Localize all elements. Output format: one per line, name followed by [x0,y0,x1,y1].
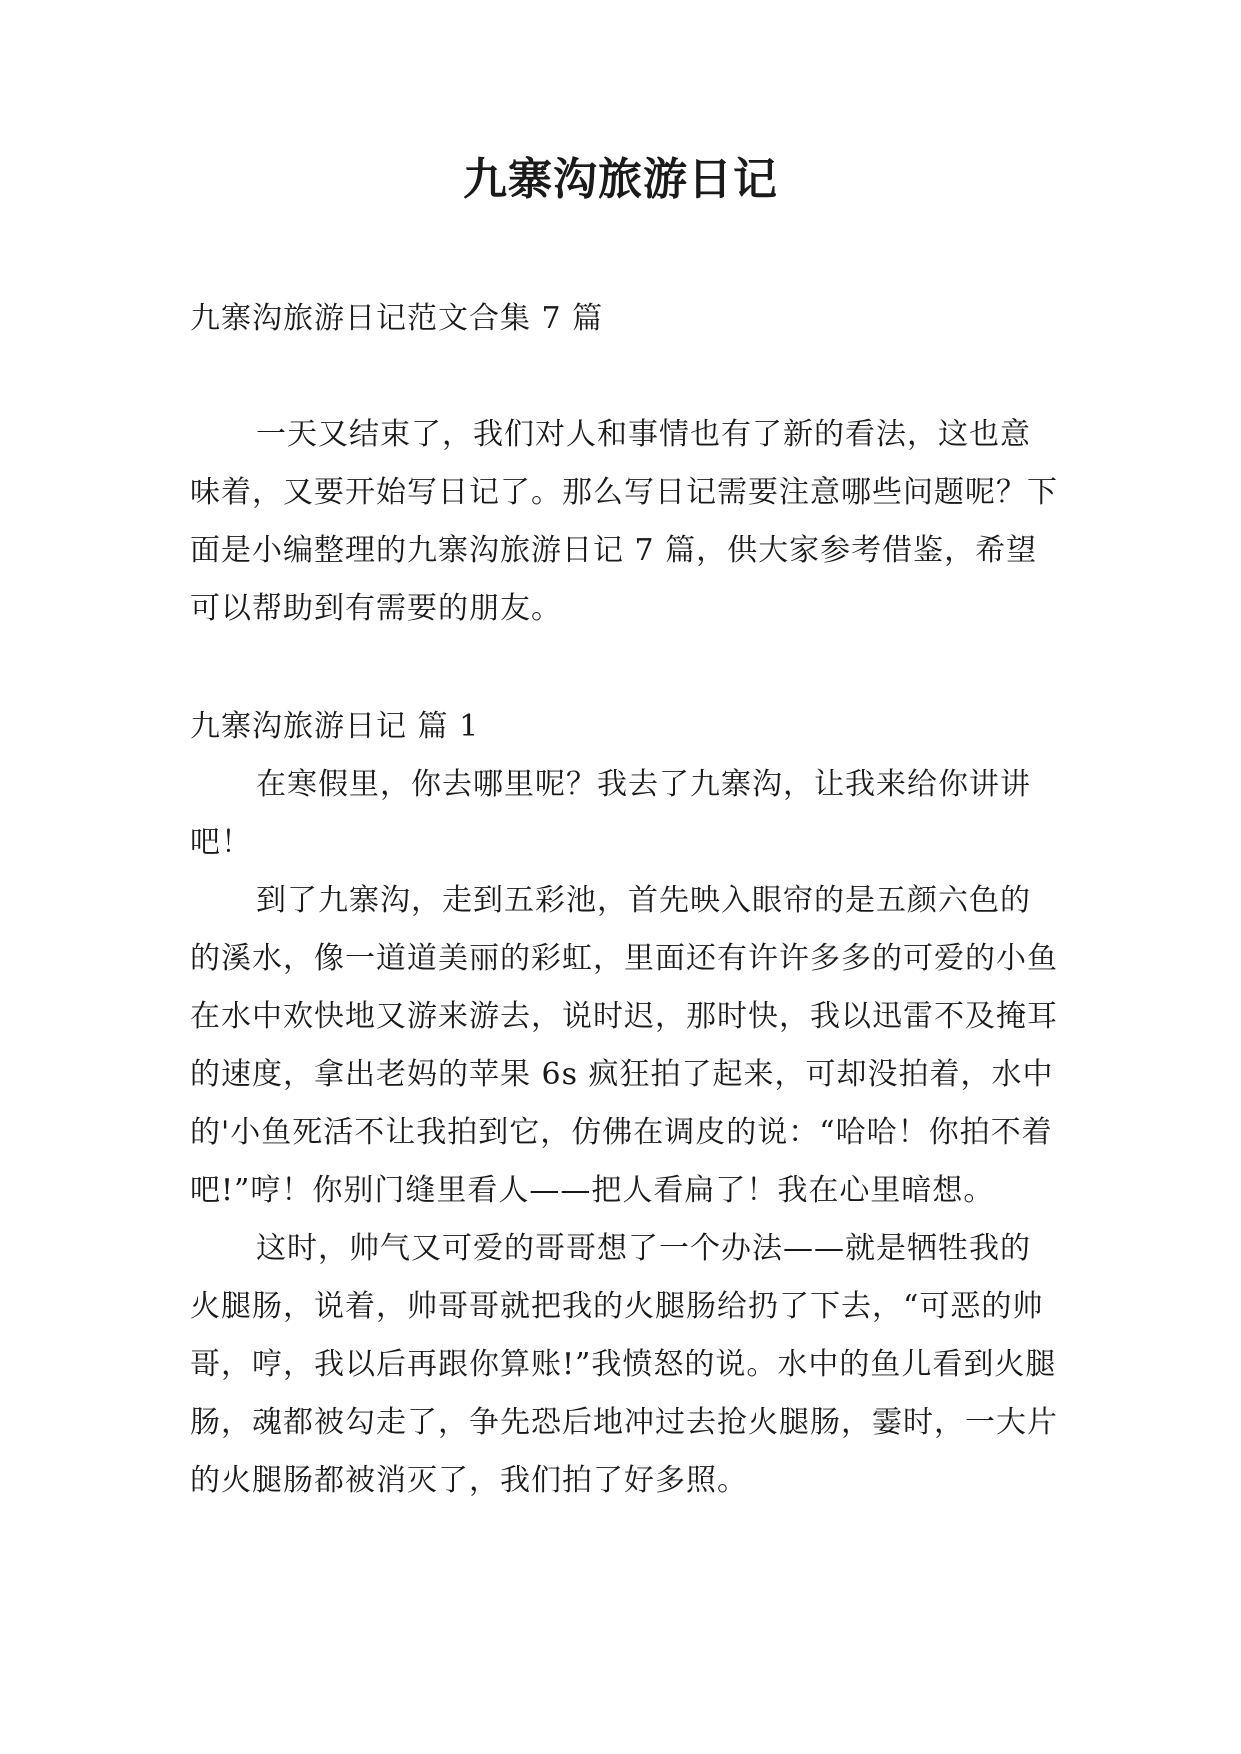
section-heading: 九寨沟旅游日记 篇 1 [190,709,480,744]
document-title: 九寨沟旅游日记 [463,154,778,205]
story-body [190,756,1060,1510]
story-paragraph-2: 到了九寨沟，走到五彩池，首先映入眼帘的是五颜六色的的溪水，像一道道美丽的彩虹，里面还有许许多多的可爱的小鱼在水中欢快地又游来游去，说时迟，那时快，我以迅雷不及掩耳的速度，拿出老妈的苹果 6s 疯狂拍了起来，可却没拍着，水中的'小鱼死活不让我拍到它，仿佛在调皮的说：“哈哈！你拍不着吧!”哼！你别门缝里看人——把人看扁了！我在心里暗想。 [190,883,1058,1208]
story-paragraph-3: 这时，帅气又可爱的哥哥想了一个办法——就是牺牲我的火腿肠，说着，帅哥哥就把我的火腿肠给扔了下去，“可恶的帅哥，哼，我以后再跟你算账!”我愤怒的说。水中的鱼儿看到火腿肠，魂都被勾走了，争先恐后地冲过去抢火腿肠，霎时，一大片的火腿肠都被消灭了，我们拍了好多照。 [190,1231,1058,1498]
document-subtitle: 九寨沟旅游日记范文合集 7 篇 [190,301,604,336]
story-paragraph-1: 在寒假里，你去哪里呢？我去了九寨沟，让我来给你讲讲吧！ [190,767,1031,860]
intro-paragraph: 一天又结束了，我们对人和事情也有了新的看法，这也意味着，又要开始写日记了。那么写日记需要注意哪些问题呢？下面是小编整理的九寨沟旅游日记 7 篇，供大家参考借鉴，希望可以帮助到有需要的朋友。 [190,417,1058,626]
